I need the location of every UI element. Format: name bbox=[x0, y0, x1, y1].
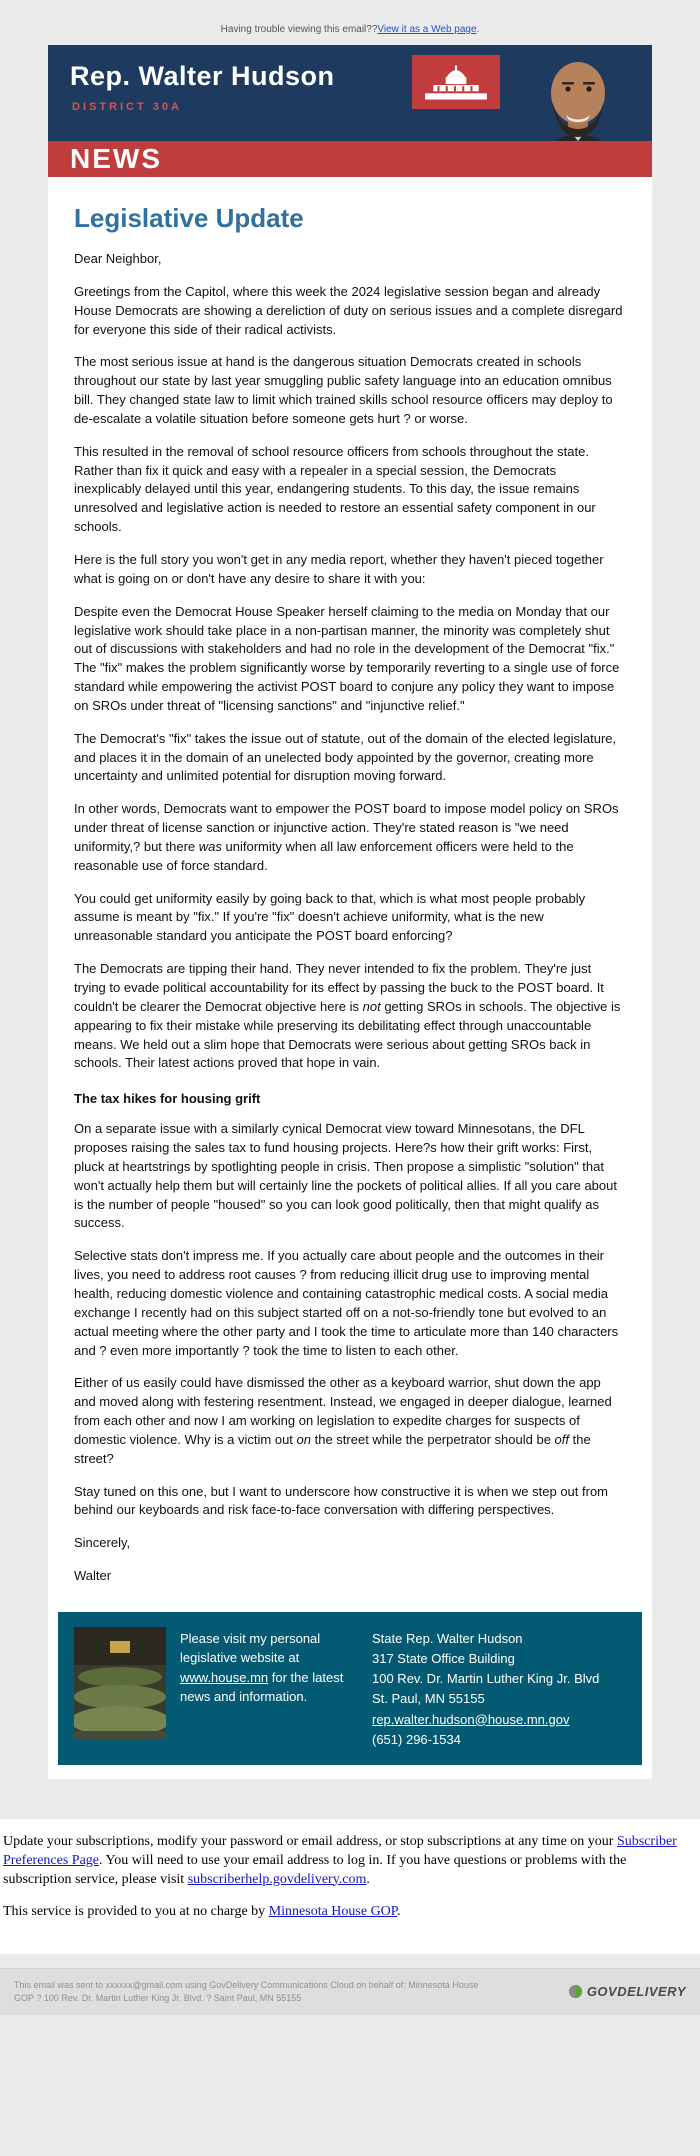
text-run: (651) 296-1534 bbox=[372, 1731, 461, 1747]
text-run: This resulted in the removal of school resource officers from schools throughout the state. Rather than fix it quick and easy with a repealer in a special session, the Democrats inexplicably delayed until this year, endangering students. To this day, the issue remains unresolved and legislative action is needed to restore an essential safety component in our schools. bbox=[74, 443, 596, 535]
contact-line bbox=[372, 1710, 626, 1730]
body-paragraph bbox=[74, 800, 626, 875]
body-paragraph bbox=[74, 1374, 626, 1468]
body-paragraph bbox=[74, 443, 626, 537]
govdelivery-bar bbox=[0, 1968, 700, 2014]
text-run: 100 Rev. Dr. Martin Luther King Jr. Blvd bbox=[372, 1671, 600, 1687]
contact-line bbox=[372, 1649, 626, 1669]
body-paragraph bbox=[74, 1534, 626, 1553]
text-run: Having trouble viewing this email?? bbox=[220, 24, 378, 35]
rep-name: Rep. Walter Hudson bbox=[70, 61, 335, 91]
body-paragraph bbox=[74, 730, 626, 787]
text-run: Here is the full story you won't get in any media report, whether they haven't pieced together what is going on or don't have any desire to share it with you: bbox=[74, 551, 604, 586]
contact-line bbox=[372, 1689, 626, 1709]
subscriber-help-link[interactable]: subscriberhelp.govdelivery.com bbox=[187, 1871, 367, 1887]
body-paragraph bbox=[74, 1120, 626, 1233]
contact-line bbox=[372, 1669, 626, 1689]
section-heading bbox=[74, 1091, 626, 1106]
subscriber-preferences-link[interactable]: Subscriber Preferences Page bbox=[3, 1833, 677, 1868]
body-paragraph bbox=[74, 603, 626, 716]
text-run: St. Paul, MN 55155 bbox=[372, 1691, 485, 1707]
paragraphs-container bbox=[74, 250, 626, 1586]
contact-footer bbox=[58, 1612, 642, 1765]
masthead bbox=[48, 45, 652, 177]
text-run: not bbox=[362, 998, 381, 1014]
capitol-icon bbox=[412, 55, 500, 109]
contact-line bbox=[372, 1629, 626, 1649]
contact-info bbox=[352, 1627, 626, 1750]
news-band bbox=[48, 141, 652, 177]
email-card bbox=[48, 45, 652, 1779]
text-run: In other words, Democrats want to empower the POST board to impose model policy on SROs under threat of license sanction or injunctive action. They're stated reason is "we need uniformity,? but there bbox=[74, 801, 619, 854]
text-run: Either of us easily could have dismissed the other as a keyboard warrior, shut down the app and moved along with festering resentment. Instead, we engaged in deeper dialogue, learned from each other and now I am working on legislation to expedite charges for suspects of domestic violence. Why is a victim out bbox=[74, 1375, 612, 1447]
text-run: on bbox=[296, 1431, 311, 1447]
body-paragraph bbox=[74, 551, 626, 589]
text-run: Walter bbox=[74, 1568, 112, 1584]
text-run: for the latest news and information. bbox=[180, 1669, 344, 1705]
text-run: was bbox=[198, 838, 222, 854]
news-label: NEWS bbox=[70, 143, 162, 174]
text-run: You could get uniformity easily by going back to that, which is what most people probably assume is meant by "fix." If you're "fix" doesn't achieve uniformity, what is the new unreasonable standard you anticipate the POST board enforcing? bbox=[74, 890, 586, 944]
text-run: 317 State Office Building bbox=[372, 1651, 515, 1667]
house-mn-link[interactable]: www.house.mn bbox=[180, 1669, 269, 1685]
body-paragraph bbox=[74, 1483, 626, 1521]
district-label: DISTRICT 30A bbox=[72, 101, 182, 113]
view-as-webpage-link[interactable]: View it as a Web page bbox=[377, 24, 477, 35]
service-provided-paragraph bbox=[3, 1903, 684, 1922]
text-run: State Rep. Walter Hudson bbox=[372, 1630, 523, 1646]
mn-house-gop-link[interactable]: Minnesota House GOP bbox=[268, 1904, 398, 1920]
text-run: . bbox=[366, 1871, 370, 1887]
body-paragraph bbox=[74, 283, 626, 340]
body-paragraph bbox=[74, 890, 626, 947]
preheader bbox=[0, 0, 700, 45]
govdelivery-logo-text: GOVDELIVERY bbox=[586, 1984, 686, 2000]
text-run: Stay tuned on this one, but I want to underscore how constructive it is when we step out from behind our keyboards and risk face-to-face conversation with differing perspectives. bbox=[74, 1483, 609, 1518]
text-run: On a separate issue with a similarly cynical Democrat view toward Minnesotans, the DFL proposes raising the sales tax to fund housing projects. Here?s how their grift works: First, pluck at heartstrings by spotlighting people in crisis. Then propose a simplistic "solution" that won't actually help them but will certainly line the pockets of political allies. If all you care about is the number of people "housed" so you can look good politically, then that might qualify as success. bbox=[74, 1121, 617, 1231]
text-run: Despite even the Democrat House Speaker herself claiming to the media on Monday that our legislative work should take place in a non-partisan manner, the minority was completely shut out of discussions with stakeholders and had no role in the development of the Democrat "fix." The "fix" makes the problem significantly worse by temporarily reverting to a single use of force standard while empowering the activist POST board to conjure any policy they want to impose on SROs under threat of "licensing sanctions" and "injunctive relief." bbox=[74, 603, 620, 713]
text-run: Dear Neighbor, bbox=[74, 251, 162, 266]
text-run: Selective stats don't impress me. If you actually care about people and the outcomes in their lives, you need to address root causes ? from reducing illicit drug use to improving mental health, reducing domestic violence and containing catastrophic medical costs. A social media exchange I recently had on this subject started off on a not-so-friendly tone but evolved to an actual meeting where the other party and I took the time to articulate more than 140 characters and ? even more importantly ? took the time to listen to each other. bbox=[74, 1248, 619, 1358]
text-run: The tax hikes for housing grift bbox=[74, 1091, 261, 1107]
rep-email-link[interactable]: rep.walter.hudson@house.mn.gov bbox=[372, 1711, 570, 1727]
text-run: . bbox=[397, 1904, 401, 1920]
text-run: The most serious issue at hand is the dangerous situation Democrats created in schools throughout our state by last year smuggling public safety language into an education omnibus bill. They changed state law to limit which trained skills school resource officers may deploy to de-escalate a volatile situation before someone gets hurt ? or worse. bbox=[74, 354, 613, 426]
text-run: The Democrat's "fix" takes the issue out of statute, out of the domain of the elected legislature, and places it in the domain of an unelected body appointed by the governor, creating more uncertainty and unlimited potential for disruption moving forward. bbox=[74, 730, 617, 784]
chamber-photo bbox=[74, 1627, 166, 1739]
text-run: off bbox=[554, 1431, 570, 1447]
text-run: the street? bbox=[74, 1431, 591, 1466]
text-run: getting SROs in schools. The objective is appearing to fix their mistake while preserving its debilitating effect through unaccountable means. We held out a slim hope that Democrats were serious about getting SROs back in schools. Their latest actions proved that hope in vain. bbox=[74, 998, 621, 1071]
text-run: This service is provided to you at no charge by bbox=[3, 1904, 269, 1920]
text-run: . You will need to use your email address to log in. If you have questions or problems with the subscription service, please visit bbox=[3, 1852, 627, 1887]
govdelivery-logo bbox=[568, 1984, 686, 1999]
body-paragraph bbox=[74, 1247, 626, 1360]
text-run: uniformity when all law enforcement officers were held to the reasonable use of force standard. bbox=[74, 838, 574, 873]
body-paragraph bbox=[74, 353, 626, 428]
website-promo bbox=[166, 1627, 352, 1750]
text-run: Please visit my personal legislative website at bbox=[180, 1630, 321, 1666]
subscription-paragraph bbox=[3, 1833, 684, 1890]
text-run: Update your subscriptions, modify your password or email address, or stop subscriptions at any time on your bbox=[3, 1833, 617, 1849]
text-run: Sincerely, bbox=[74, 1535, 131, 1551]
contact-line bbox=[372, 1730, 626, 1750]
subscription-section bbox=[0, 1819, 700, 1955]
text-run: . bbox=[476, 24, 480, 35]
text-run: Greetings from the Capitol, where this week the 2024 legislative session began and already House Democrats are showing a dereliction of duty on serious issues and a complete disregard for everyone this side of their radical activists. bbox=[74, 283, 623, 337]
body-paragraph bbox=[74, 960, 626, 1073]
govdelivery-logo-mark bbox=[568, 1984, 583, 1999]
body-paragraph bbox=[74, 1567, 626, 1586]
text-run: The Democrats are tipping their hand. They never intended to fix the problem. They're just trying to evade political accountability for its effect by passing the buck to the POST board. It couldn't be clearer the Democrat objective here is bbox=[74, 961, 604, 1014]
newsletter-body bbox=[48, 177, 652, 1606]
text-run: the street while the perpetrator should be bbox=[311, 1431, 555, 1447]
newsletter-title: Legislative Update bbox=[74, 203, 304, 233]
sent-to-text: This email was sent to xxxxxx@gmail.com using GovDelivery Communications Cloud on behalf of: Minnesota House GOP ? 100 Rev. Dr. Martin Luther King Jr. Blvd. ? Saint Paul, MN 55155 bbox=[14, 1980, 479, 2003]
body-paragraph bbox=[74, 250, 626, 269]
